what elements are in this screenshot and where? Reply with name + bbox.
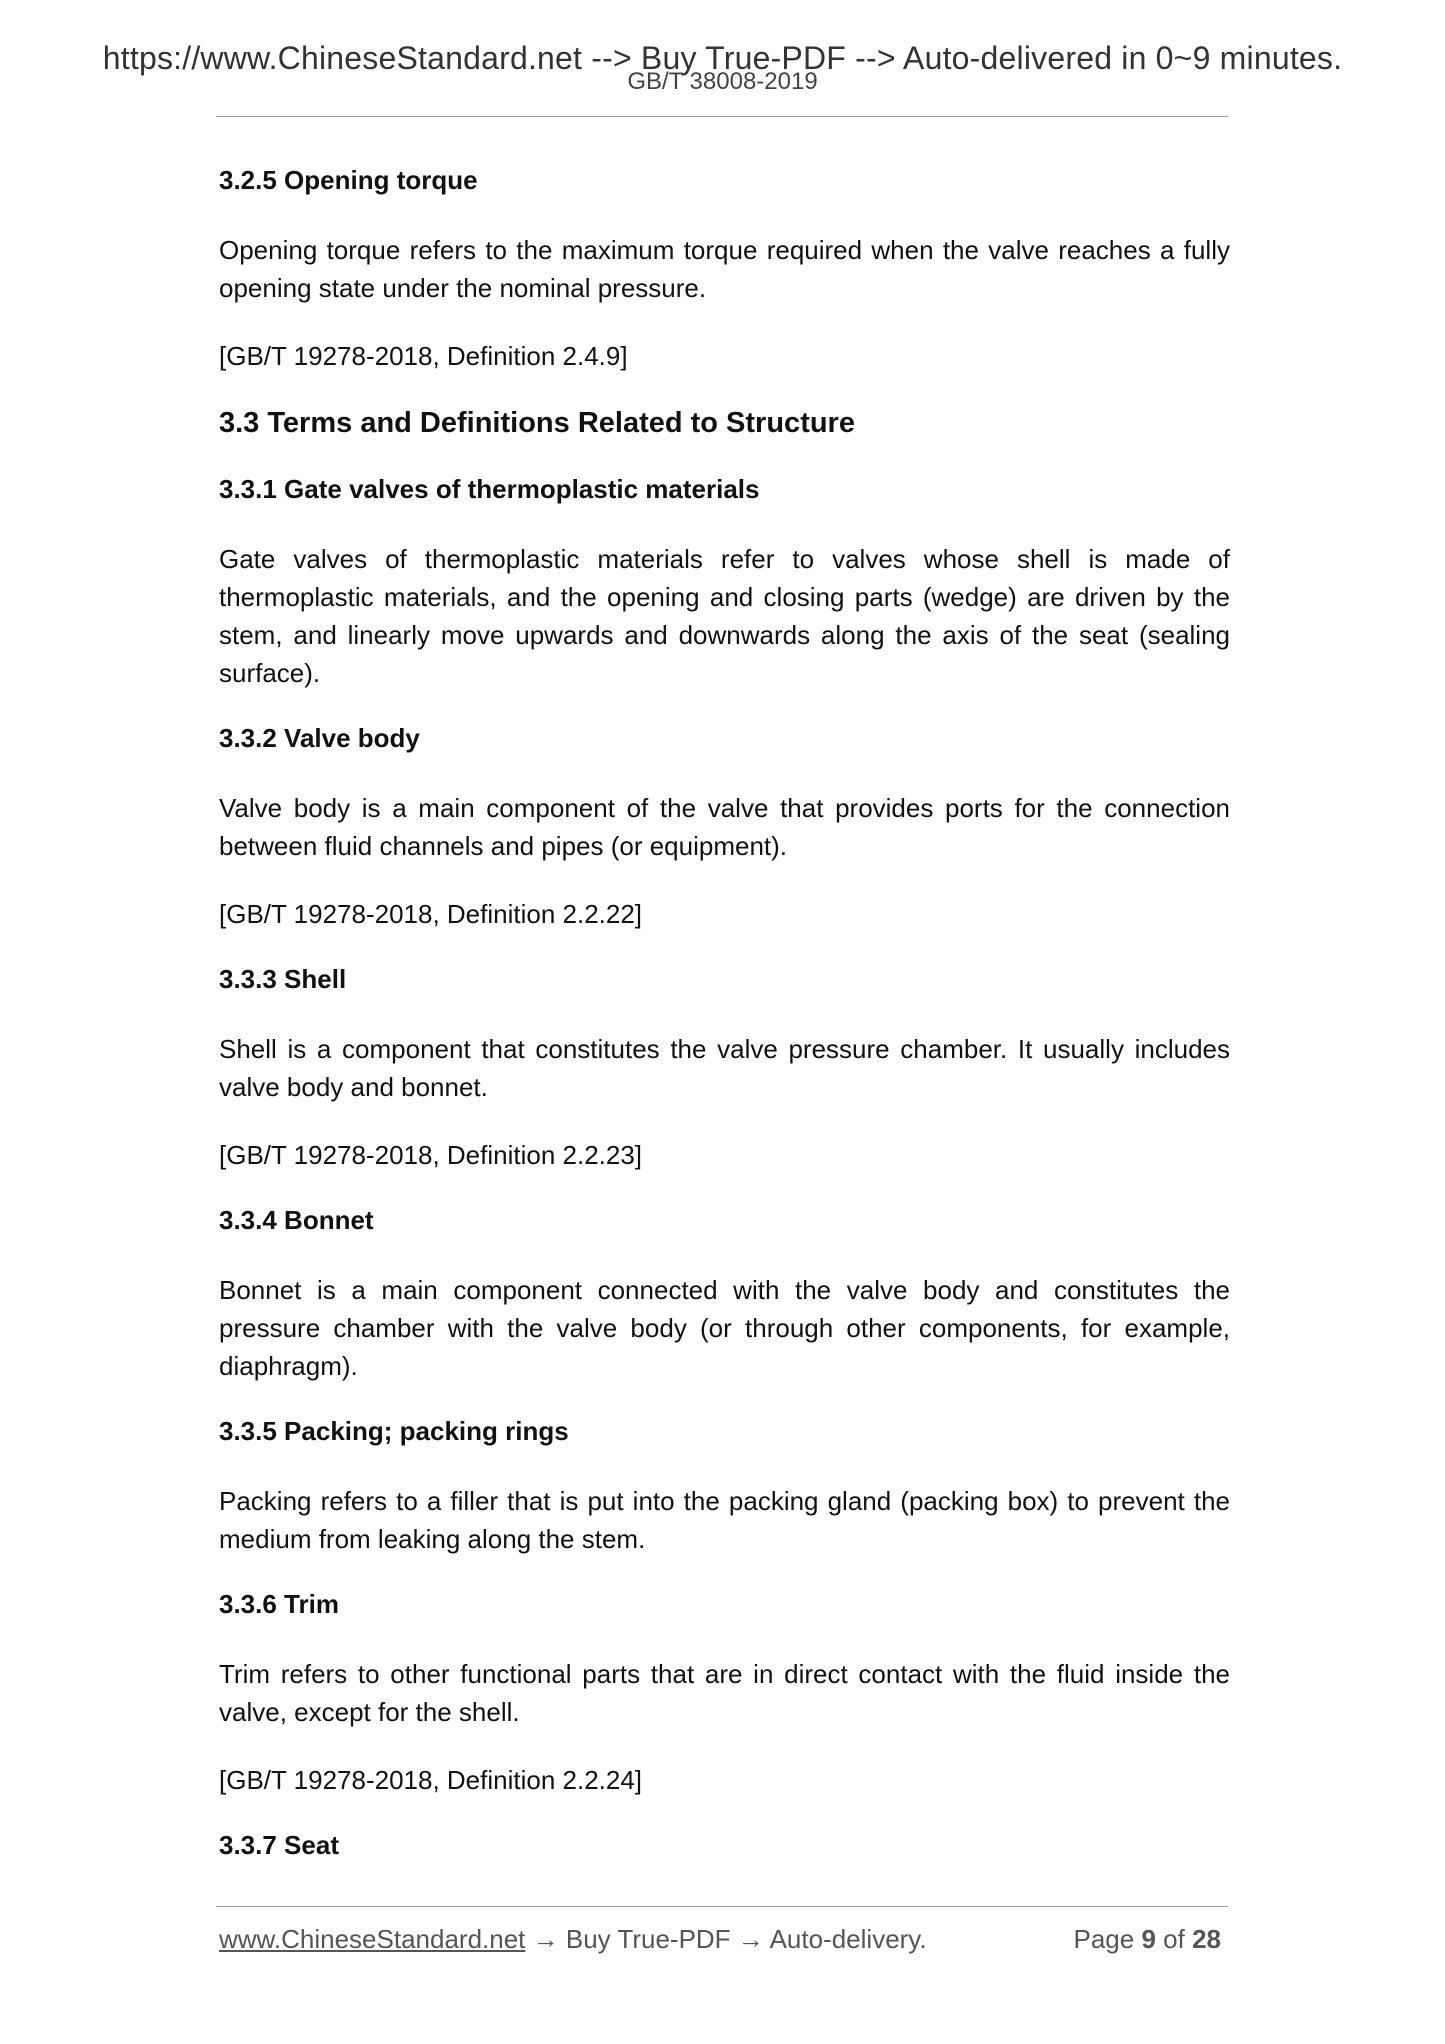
section-3-3-3-reference: [GB/T 19278-2018, Definition 2.2.23] xyxy=(219,1140,643,1170)
page-number xyxy=(1073,1924,1221,1955)
section-3-3-2-heading: 3.3.2 Valve body xyxy=(219,723,420,753)
section-3-2-5-heading: 3.2.5 Opening torque xyxy=(219,165,478,195)
section-3-3-6-heading: 3.3.6 Trim xyxy=(219,1589,339,1619)
section-3-2-5-text: Opening torque refers to the maximum torque required when the valve reaches a fully opening state under the nominal pressure. xyxy=(219,235,1230,303)
section-3-3-heading: 3.3 Terms and Definitions Related to Structure xyxy=(219,407,855,439)
document-code: GB/T 38008-2019 xyxy=(627,68,818,95)
section-3-3-2-reference: [GB/T 19278-2018, Definition 2.2.22] xyxy=(219,899,643,929)
section-3-2-5-reference: [GB/T 19278-2018, Definition 2.4.9] xyxy=(219,341,628,371)
section-3-3-5-text: Packing refers to a filler that is put into the packing gland (packing box) to prevent the medium from leaking along the stem. xyxy=(219,1486,1230,1554)
page-content xyxy=(219,164,1230,1896)
section-3-3-7-heading: 3.3.7 Seat xyxy=(219,1830,339,1860)
footer-divider xyxy=(216,1906,1228,1907)
page-footer xyxy=(219,1924,1227,1955)
section-3-3-3-text: Shell is a component that constitutes the valve pressure chamber. It usually includes valve body and bonnet. xyxy=(219,1034,1230,1102)
page-label: Page xyxy=(1073,1924,1135,1954)
header-divider xyxy=(216,116,1228,117)
section-3-3-1-heading: 3.3.1 Gate valves of thermoplastic materials xyxy=(219,474,760,504)
total-page-count: 28 xyxy=(1192,1924,1221,1954)
section-3-3-1-text: Gate valves of thermoplastic materials refer to valves whose shell is made of thermoplastic materials, and the opening and closing parts (wedge) are driven by the stem, and linearly move upwards and downwards along the axis of the seat (sealing surface). xyxy=(219,544,1230,688)
section-3-3-4-heading: 3.3.4 Bonnet xyxy=(219,1205,374,1235)
section-3-3-2-text: Valve body is a main component of the valve that provides ports for the connection between fluid channels and pipes (or equipment). xyxy=(219,793,1230,861)
of-label: of xyxy=(1163,1924,1185,1954)
current-page-number: 9 xyxy=(1141,1924,1156,1954)
section-3-3-6-text: Trim refers to other functional parts that are in direct contact with the fluid inside the valve, except for the shell. xyxy=(219,1659,1230,1727)
top-banner: https://www.ChineseStandard.net --> Buy True-PDF --> Auto-delivered in 0~9 minutes. xyxy=(102,40,1343,76)
footer-tagline: → Buy True-PDF → Auto-delivery. xyxy=(525,1924,927,1954)
footer-website-link[interactable]: www.ChineseStandard.net xyxy=(219,1924,526,1954)
section-3-3-6-reference: [GB/T 19278-2018, Definition 2.2.24] xyxy=(219,1765,643,1795)
section-3-3-4-text: Bonnet is a main component connected with the valve body and constitutes the pressure chamber with the valve body (or through other components, for example, diaphragm). xyxy=(219,1275,1230,1381)
section-3-3-3-heading: 3.3.3 Shell xyxy=(219,964,347,994)
section-3-3-5-heading: 3.3.5 Packing; packing rings xyxy=(219,1416,569,1446)
